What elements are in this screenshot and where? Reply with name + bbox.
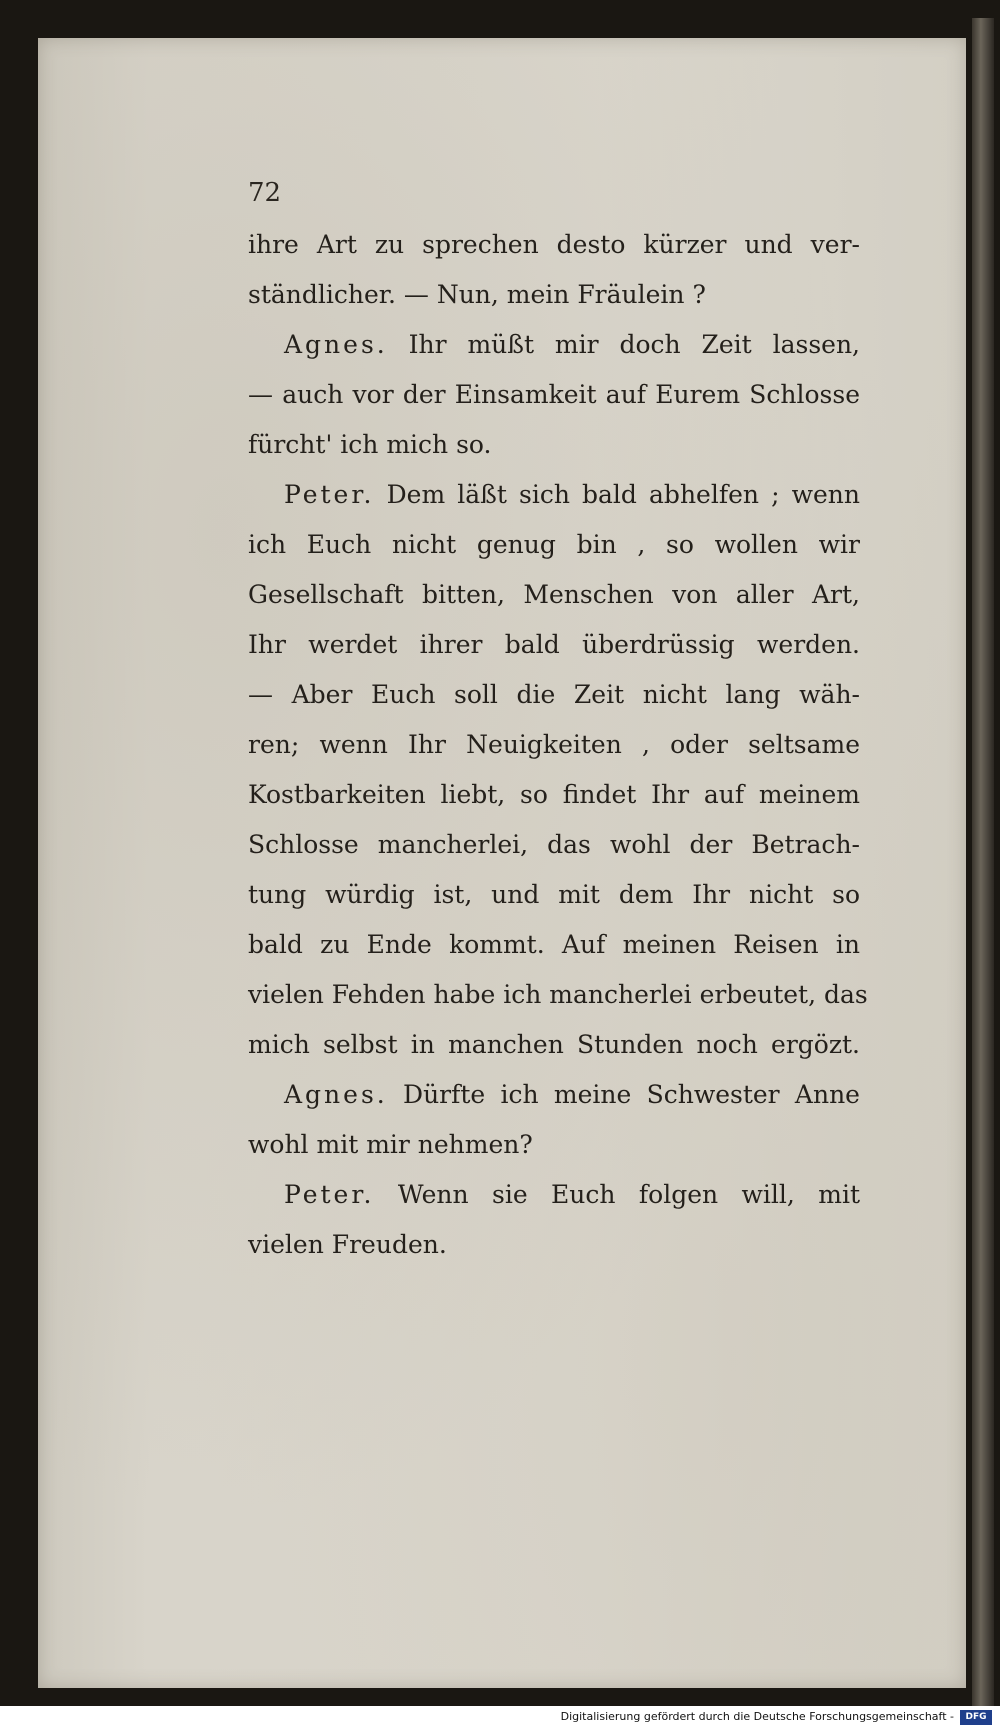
funding-credit: Digitalisierung gefördert durch die Deutsche Forschungsgemeinschaft - bbox=[560, 1710, 954, 1723]
footer-bar bbox=[0, 1706, 1000, 1730]
dialogue-line: Agnes. Ihr müßt mir doch Zeit lassen, bbox=[284, 330, 861, 359]
text-line: Kostbarkeiten liebt, so findet Ihr auf meinem bbox=[248, 780, 860, 809]
text-line: ständlicher. — Nun, mein Fräulein ? bbox=[248, 280, 706, 309]
text-line: ich Euch nicht genug bin , so wollen wir bbox=[248, 530, 860, 559]
speaker-name: Agnes. bbox=[284, 330, 388, 359]
text-block bbox=[248, 228, 868, 1278]
speaker-name: Peter. bbox=[284, 1180, 375, 1209]
text-line: wohl mit mir nehmen? bbox=[248, 1130, 533, 1159]
text-line: ihre Art zu sprechen desto kürzer und ver- bbox=[248, 230, 860, 259]
text-line: ren; wenn Ihr Neuigkeiten , oder seltsame bbox=[248, 730, 860, 759]
dfg-logo-icon: DFG bbox=[960, 1710, 992, 1725]
text-line: — Aber Euch soll die Zeit nicht lang wäh- bbox=[248, 680, 860, 709]
speaker-name: Peter. bbox=[284, 480, 375, 509]
text-line: Ihr werdet ihrer bald überdrüssig werden. bbox=[248, 630, 860, 659]
text-line: vielen Freuden. bbox=[248, 1230, 447, 1259]
speaker-name: Agnes. bbox=[284, 1080, 388, 1109]
text-line: Gesellschaft bitten, Menschen von aller Art, bbox=[248, 580, 860, 609]
text-line: mich selbst in manchen Stunden noch ergözt. bbox=[248, 1030, 860, 1059]
dialogue-line: Peter. Dem läßt sich bald abhelfen ; wenn bbox=[284, 480, 860, 509]
text-line: fürcht' ich mich so. bbox=[248, 430, 492, 459]
text-line: bald zu Ende kommt. Auf meinen Reisen in bbox=[248, 930, 860, 959]
dialogue-line: Agnes. Dürfte ich meine Schwester Anne bbox=[284, 1080, 860, 1109]
text-line: Schlosse mancherlei, das wohl der Betrach- bbox=[248, 830, 860, 859]
text-line: tung würdig ist, und mit dem Ihr nicht so bbox=[248, 880, 860, 909]
page-number: 72 bbox=[248, 178, 282, 208]
text-line: vielen Fehden habe ich mancherlei erbeutet, das bbox=[248, 980, 868, 1009]
book-edge bbox=[972, 18, 994, 1706]
text-line: — auch vor der Einsamkeit auf Eurem Schlosse bbox=[248, 380, 860, 409]
dialogue-line: Peter. Wenn sie Euch folgen will, mit bbox=[284, 1180, 860, 1209]
